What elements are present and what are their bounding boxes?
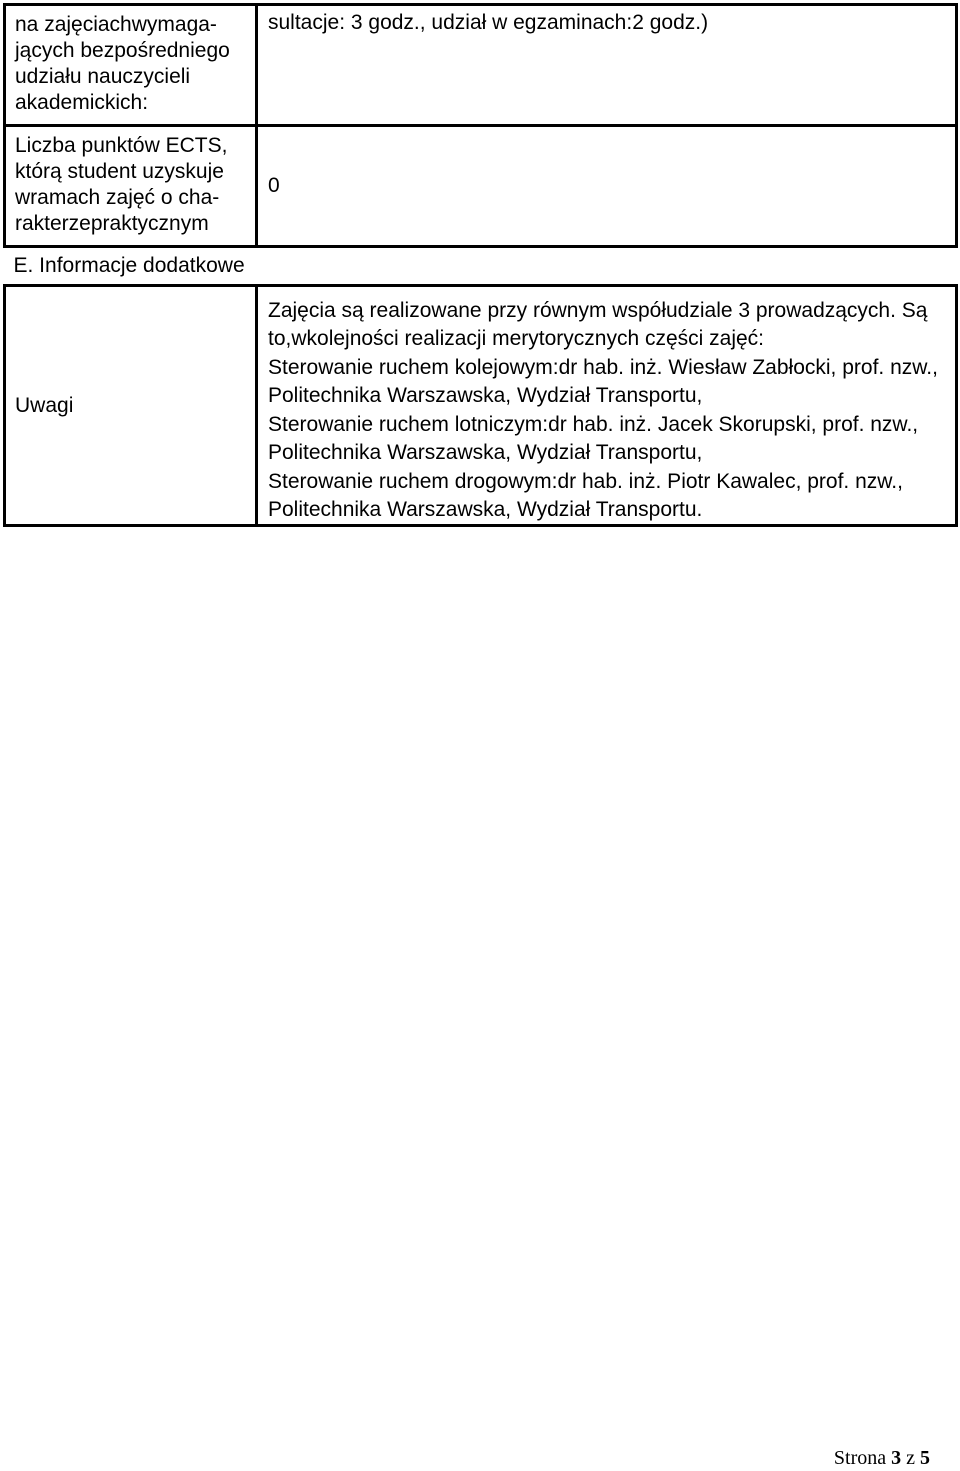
total-pages: 5 bbox=[920, 1447, 930, 1469]
row-value-cell bbox=[257, 126, 957, 247]
remarks-paragraph: Sterowanie ruchem lotniczym:dr hab. inż. Jacek Skorupski, prof. nzw., Politechnika Warszawska, Wydział Transportu, bbox=[268, 413, 919, 464]
section-row bbox=[5, 247, 957, 286]
row-label-cell bbox=[5, 126, 257, 247]
section-heading: E. Informacje dodatkowe bbox=[13, 254, 245, 277]
row-label-cell bbox=[5, 5, 257, 126]
table-row bbox=[5, 126, 957, 247]
course-details-table bbox=[3, 3, 958, 527]
row-value-cell bbox=[257, 5, 957, 126]
row-label: Liczba punktów ECTS, którą student uzyskuje wramach zajęć o cha-rakterzepraktycznym bbox=[15, 134, 228, 235]
row-label: na zajęciachwymaga-jących bezpośredniego udziału nauczycieli akademickich: bbox=[15, 13, 230, 114]
table-row bbox=[5, 5, 957, 126]
current-page: 3 bbox=[891, 1447, 902, 1469]
remarks-paragraph: Zajęcia są realizowane przy równym współudziale 3 prowadzących. Są to,wkolejności realizacji merytorycznych części zajęć: bbox=[268, 299, 928, 350]
remarks-paragraph: Sterowanie ruchem kolejowym:dr hab. inż. Wiesław Zabłocki, prof. nzw., Politechnika Warszawska, Wydział Transportu, bbox=[268, 356, 938, 407]
row-value: sultacje: 3 godz., udział w egzaminach:2 godz.) bbox=[268, 11, 709, 34]
remarks-label-cell bbox=[5, 286, 257, 526]
remarks-paragraph: Sterowanie ruchem drogowym:dr hab. inż. Piotr Kawalec, prof. nzw., Politechnika Warszawska, Wydział Transportu. bbox=[268, 470, 903, 521]
page-number bbox=[834, 1445, 930, 1471]
page-separator: z bbox=[906, 1447, 915, 1469]
table-row bbox=[5, 286, 957, 526]
ects-value: 0 bbox=[268, 174, 280, 197]
section-cell bbox=[5, 247, 957, 286]
page-prefix: Strona bbox=[833, 1447, 887, 1469]
remarks-content bbox=[258, 287, 955, 524]
remarks-label: Uwagi bbox=[15, 393, 74, 417]
remarks-content-cell bbox=[257, 286, 957, 526]
